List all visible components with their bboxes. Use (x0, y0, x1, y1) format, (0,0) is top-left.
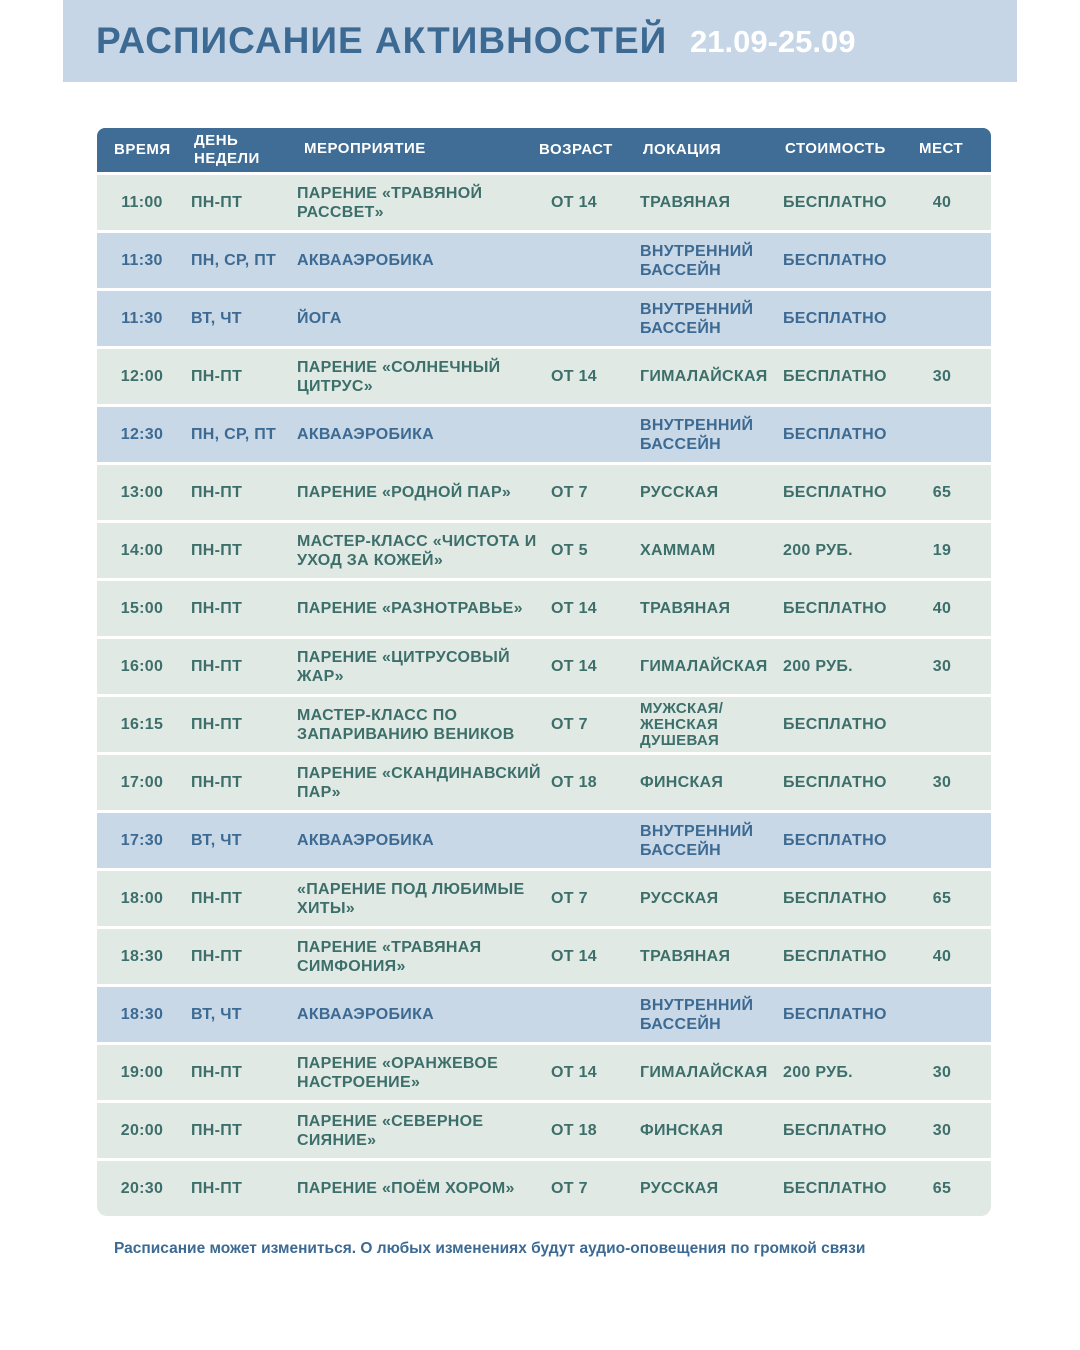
cell-time: 19:00 (120, 1064, 164, 1081)
cell-event: АКВААЭРОБИКА (297, 832, 434, 849)
cell-event: ПАРЕНИЕ «РАЗНОТРАВЬЕ» (297, 600, 523, 617)
table-row (97, 639, 991, 694)
cell-age: ОТ 18 (551, 1122, 597, 1139)
cell-seats (917, 813, 967, 868)
footer-note: Расписание может измениться. О любых изменениях будут аудио-оповещения по громкой связи (114, 1240, 866, 1257)
cell-cost: БЕСПЛАТНО (783, 252, 887, 269)
cell-cost: 200 РУБ. (783, 1064, 853, 1081)
cell-seats (917, 987, 967, 1042)
cell-day: ПН, СР, ПТ (191, 252, 277, 269)
cell-seats: 40 (932, 948, 952, 965)
table-row (97, 465, 991, 520)
column-header-day-line1: ДЕНЬ (194, 132, 239, 149)
cell-event: ПАРЕНИЕ «ТРАВЯНОЙ РАССВЕТ» (297, 184, 483, 221)
table-row (97, 349, 991, 404)
cell-age (551, 407, 637, 462)
column-header-seats: МЕСТ (919, 140, 964, 157)
cell-cost: БЕСПЛАТНО (783, 890, 887, 907)
cell-event: МАСТЕР-КЛАСС ПО ЗАПАРИВАНИЮ ВЕНИКОВ (297, 706, 515, 743)
cell-seats: 65 (932, 890, 952, 907)
title-banner (63, 0, 1017, 82)
cell-location: ВНУТРЕННИЙ БАССЕЙН (640, 822, 754, 859)
cell-location: МУЖСКАЯ/ ЖЕНСКАЯ ДУШЕВАЯ (640, 699, 724, 749)
cell-day: ПН-ПТ (191, 716, 243, 733)
cell-location: ВНУТРЕННИЙ БАССЕЙН (640, 996, 754, 1033)
cell-location: РУССКАЯ (640, 1180, 719, 1197)
table-header (97, 128, 991, 172)
column-header-day (194, 132, 260, 168)
cell-event: АКВААЭРОБИКА (297, 252, 434, 269)
cell-cost: БЕСПЛАТНО (783, 194, 887, 211)
cell-age: ОТ 14 (551, 658, 597, 675)
cell-seats: 30 (932, 1122, 952, 1139)
cell-age: ОТ 7 (551, 890, 588, 907)
cell-time: 20:00 (120, 1122, 164, 1139)
cell-day: ПН-ПТ (191, 600, 243, 617)
cell-time: 17:00 (120, 774, 164, 791)
cell-day: ПН-ПТ (191, 890, 243, 907)
column-header-time: ВРЕМЯ (114, 141, 171, 158)
cell-age: ОТ 5 (551, 542, 588, 559)
cell-seats: 40 (932, 194, 952, 211)
table-row (97, 1161, 991, 1216)
cell-location: ГИМАЛАЙСКАЯ (640, 1064, 768, 1081)
table-row (97, 1045, 991, 1100)
cell-time: 11:30 (121, 310, 163, 327)
cell-time: 18:30 (120, 1006, 164, 1023)
cell-day: ПН-ПТ (191, 542, 243, 559)
column-header-cost: СТОИМОСТЬ (785, 140, 886, 157)
schedule-table (97, 128, 991, 1216)
cell-seats: 19 (932, 542, 952, 559)
cell-cost: БЕСПЛАТНО (783, 368, 887, 385)
cell-cost: БЕСПЛАТНО (783, 716, 887, 733)
cell-time: 13:00 (120, 484, 164, 501)
cell-event: «ПАРЕНИЕ ПОД ЛЮБИМЫЕ ХИТЫ» (297, 880, 525, 917)
cell-location: ВНУТРЕННИЙ БАССЕЙН (640, 242, 754, 279)
cell-age: ОТ 7 (551, 1180, 588, 1197)
table-body (97, 175, 991, 1216)
cell-age: ОТ 14 (551, 1064, 597, 1081)
table-row (97, 581, 991, 636)
cell-time: 18:30 (120, 948, 164, 965)
cell-age (551, 233, 637, 288)
cell-event: ПАРЕНИЕ «ЦИТРУСОВЫЙ ЖАР» (297, 648, 510, 685)
cell-cost: БЕСПЛАТНО (783, 948, 887, 965)
cell-location: ФИНСКАЯ (640, 774, 724, 791)
cell-location: ФИНСКАЯ (640, 1122, 724, 1139)
cell-day: ВТ, ЧТ (191, 832, 242, 849)
cell-location: ВНУТРЕННИЙ БАССЕЙН (640, 300, 754, 337)
date-range: 21.09-25.09 (690, 24, 856, 59)
cell-day: ПН-ПТ (191, 1180, 243, 1197)
cell-cost: БЕСПЛАТНО (783, 1180, 887, 1197)
cell-age (551, 291, 637, 346)
table-row (97, 813, 991, 868)
cell-event: ЙОГА (297, 310, 342, 327)
cell-day: ПН-ПТ (191, 194, 243, 211)
cell-location: ТРАВЯНАЯ (640, 948, 731, 965)
cell-seats: 30 (932, 774, 952, 791)
cell-time: 11:30 (121, 252, 163, 269)
cell-location: ТРАВЯНАЯ (640, 600, 731, 617)
cell-time: 14:00 (120, 542, 164, 559)
table-row (97, 1103, 991, 1158)
page-title: РАСПИСАНИЕ АКТИВНОСТЕЙ (96, 20, 668, 61)
cell-time: 18:00 (120, 890, 164, 907)
cell-event: МАСТЕР-КЛАСС «ЧИСТОТА И УХОД ЗА КОЖЕЙ» (297, 532, 537, 569)
cell-day: ПН-ПТ (191, 774, 243, 791)
table-row (97, 697, 991, 752)
cell-time: 12:00 (120, 368, 164, 385)
cell-seats (917, 697, 967, 752)
cell-location: ГИМАЛАЙСКАЯ (640, 368, 768, 385)
column-header-day-line2: НЕДЕЛИ (194, 150, 260, 167)
cell-cost: БЕСПЛАТНО (783, 774, 887, 791)
cell-cost: БЕСПЛАТНО (783, 426, 887, 443)
cell-event: ПАРЕНИЕ «РОДНОЙ ПАР» (297, 484, 512, 501)
cell-cost: БЕСПЛАТНО (783, 1006, 887, 1023)
column-header-event: МЕРОПРИЯТИЕ (304, 140, 426, 157)
cell-cost: 200 РУБ. (783, 658, 853, 675)
cell-time: 12:30 (120, 426, 164, 443)
cell-location: РУССКАЯ (640, 890, 719, 907)
cell-day: ПН-ПТ (191, 948, 243, 965)
table-row (97, 233, 991, 288)
cell-day: ПН, СР, ПТ (191, 426, 277, 443)
cell-age: ОТ 7 (551, 716, 588, 733)
cell-time: 15:00 (120, 600, 164, 617)
cell-day: ПН-ПТ (191, 484, 243, 501)
cell-time: 20:30 (120, 1180, 164, 1197)
cell-time: 16:00 (120, 658, 164, 675)
cell-day: ПН-ПТ (191, 368, 243, 385)
cell-cost: БЕСПЛАТНО (783, 484, 887, 501)
table-row (97, 755, 991, 810)
table-row (97, 987, 991, 1042)
cell-cost: БЕСПЛАТНО (783, 1122, 887, 1139)
table-row (97, 523, 991, 578)
cell-age (551, 987, 637, 1042)
cell-event: ПАРЕНИЕ «СКАНДИНАВСКИЙ ПАР» (297, 764, 541, 801)
cell-location: ГИМАЛАЙСКАЯ (640, 658, 768, 675)
cell-event: АКВААЭРОБИКА (297, 426, 434, 443)
cell-location: ХАММАМ (640, 542, 716, 559)
table-row (97, 291, 991, 346)
cell-event: АКВААЭРОБИКА (297, 1006, 434, 1023)
cell-seats: 30 (932, 368, 952, 385)
cell-seats: 30 (932, 658, 952, 675)
cell-time: 17:30 (120, 832, 164, 849)
cell-seats: 65 (932, 1180, 952, 1197)
column-header-age: ВОЗРАСТ (539, 141, 613, 158)
cell-day: ПН-ПТ (191, 1064, 243, 1081)
table-row (97, 407, 991, 462)
cell-day: ВТ, ЧТ (191, 310, 242, 327)
cell-location: ВНУТРЕННИЙ БАССЕЙН (640, 416, 754, 453)
cell-cost: БЕСПЛАТНО (783, 832, 887, 849)
cell-event: ПАРЕНИЕ «ОРАНЖЕВОЕ НАСТРОЕНИЕ» (297, 1054, 499, 1091)
cell-day: ВТ, ЧТ (191, 1006, 242, 1023)
cell-event: ПАРЕНИЕ «СОЛНЕЧНЫЙ ЦИТРУС» (297, 358, 501, 395)
cell-event: ПАРЕНИЕ «ТРАВЯНАЯ СИМФОНИЯ» (297, 938, 482, 975)
cell-event: ПАРЕНИЕ «ПОЁМ ХОРОМ» (297, 1180, 515, 1197)
column-header-location: ЛОКАЦИЯ (643, 141, 722, 158)
cell-cost: 200 РУБ. (783, 542, 853, 559)
cell-event: ПАРЕНИЕ «СЕВЕРНОЕ СИЯНИЕ» (297, 1112, 484, 1149)
cell-cost: БЕСПЛАТНО (783, 600, 887, 617)
cell-age: ОТ 7 (551, 484, 588, 501)
cell-time: 16:15 (120, 716, 164, 733)
cell-age: ОТ 14 (551, 948, 597, 965)
cell-seats (917, 407, 967, 462)
cell-cost: БЕСПЛАТНО (783, 310, 887, 327)
table-row (97, 871, 991, 926)
cell-time: 11:00 (121, 194, 163, 211)
cell-day: ПН-ПТ (191, 1122, 243, 1139)
cell-age: ОТ 14 (551, 194, 597, 211)
cell-location: ТРАВЯНАЯ (640, 194, 731, 211)
cell-seats: 65 (932, 484, 952, 501)
table-row (97, 175, 991, 230)
cell-day: ПН-ПТ (191, 658, 243, 675)
cell-age: ОТ 14 (551, 600, 597, 617)
cell-age (551, 813, 637, 868)
cell-location: РУССКАЯ (640, 484, 719, 501)
cell-seats (917, 291, 967, 346)
cell-age: ОТ 18 (551, 774, 597, 791)
cell-age: ОТ 14 (551, 368, 597, 385)
cell-seats: 30 (932, 1064, 952, 1081)
table-row (97, 929, 991, 984)
cell-seats (917, 233, 967, 288)
cell-seats: 40 (932, 600, 952, 617)
